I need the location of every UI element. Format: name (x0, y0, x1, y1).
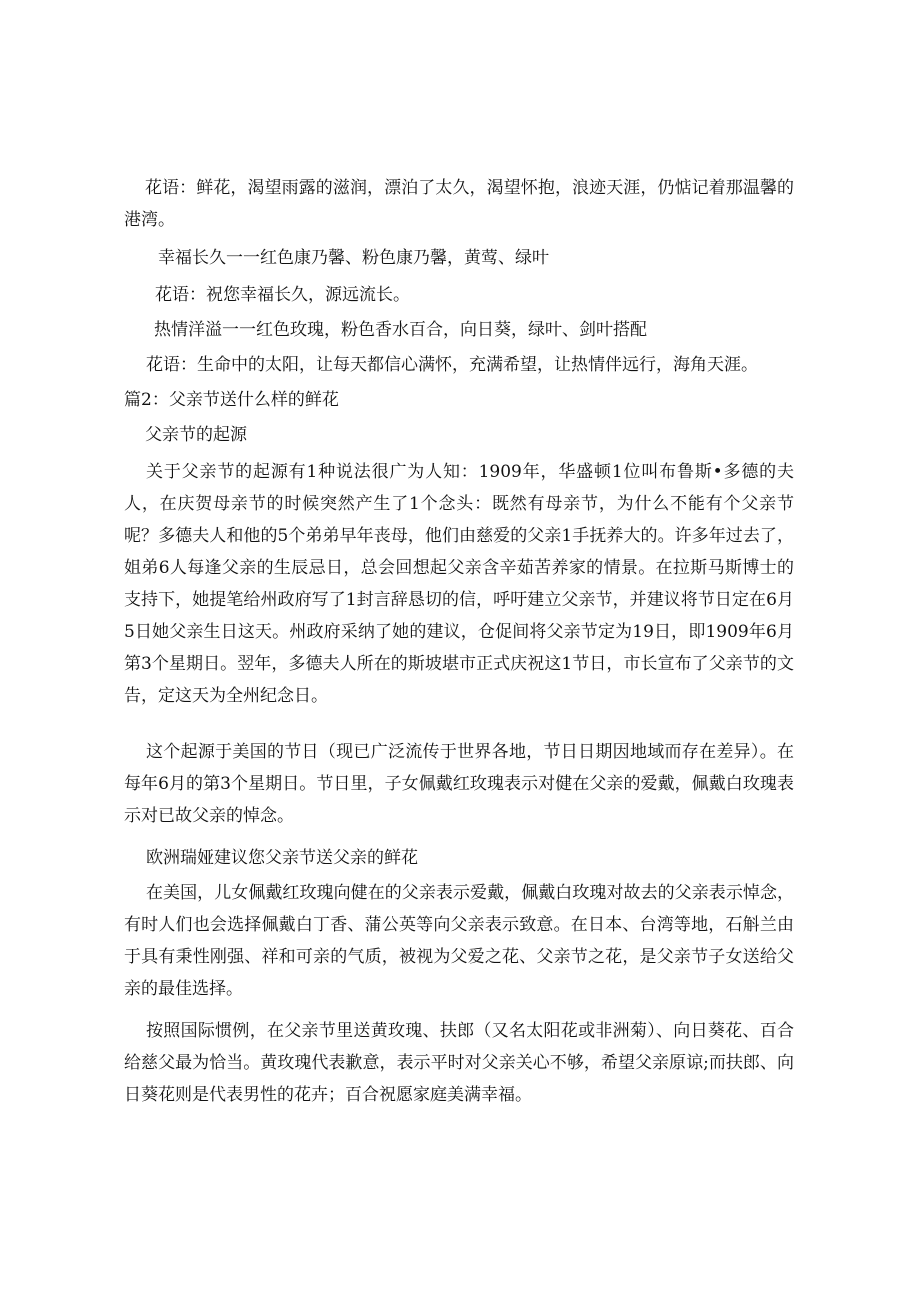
origin-paragraph: 关于父亲节的起源有1种说法很广为人知：1909年，华盛顿1位叫布鲁斯•多德的夫人，在庆贺母亲节的时候突然产生了1个念头：既然有母亲节，为什么不能有个父亲节呢？多德夫人和他的5个弟弟早年丧母，他们由慈爱的父亲1手抚养大的。许多年过去了，姐弟6人每逢父亲的生辰忌日，总会回想起父亲含辛茹苦养家的情景。在拉斯马斯博士的支持下，她提笔给州政府写了1封言辞恳切的信，呼吁建立父亲节，并建议将节日定在6月5日她父亲生日这天。州政府采纳了她的建议，仓促间将父亲节定为19日，即1909年6月第3个星期日。翌年，多德夫人所在的斯坡堪市正式庆祝这1节日，市长宣布了父亲节的文告，定这天为全州纪念日。 (124, 462, 794, 706)
flowers-recommendation-subtitle: 欧洲瑞娅建议您父亲节送父亲的鲜花 (146, 848, 418, 868)
happiness-bouquet-line: 幸福长久一一红色康乃馨、粉色康乃馨，黄莺、绿叶 (158, 248, 549, 268)
passion-bouquet-line: 热情洋溢一一红色玫瑰，粉色香水百合，向日葵，绿叶、剑叶搭配 (154, 320, 647, 340)
flower-language-paragraph-1: 花语：鲜花，渴望雨露的滋润，漂泊了太久，渴望怀抱，浪迹天涯，仍惦记着那温馨的港湾。 (124, 178, 794, 230)
usa-festival-paragraph: 这个起源于美国的节日（现已广泛流传于世界各地，节日日期因地域而存在差异）。在每年6月的第3个星期日。节日里，子女佩戴红玫瑰表示对健在父亲的爱戴，佩戴白玫瑰表示对已故父亲的悼念。 (124, 742, 794, 826)
flower-language-paragraph-2: 花语：祝您幸福长久，源远流长。 (155, 285, 410, 305)
international-custom-paragraph: 按照国际惯例，在父亲节里送黄玫瑰、扶郎（又名太阳花或非洲菊）、向日葵花、百合给慈父最为恰当。黄玫瑰代表歉意，表示平时对父亲关心不够，希望父亲原谅;而扶郎、向日葵花则是代表男性的花卉；百合祝愿家庭美满幸福。 (124, 1021, 794, 1105)
flowers-paragraph: 在美国，儿女佩戴红玫瑰向健在的父亲表示爱戴，佩戴白玫瑰对故去的父亲表示悼念，有时人们也会选择佩戴白丁香、蒲公英等向父亲表示致意。在日本、台湾等地，石斛兰由于具有秉性刚强、祥和可亲的气质，被视为父爱之花、父亲节之花，是父亲节子女送给父亲的最佳选择。 (124, 883, 794, 999)
flower-language-paragraph-3: 花语：生命中的太阳，让每天都信心满怀，充满希望，让热情伴远行，海角天涯。 (146, 355, 758, 375)
section-title: 篇2：父亲节送什么样的鲜花 (124, 390, 339, 410)
origin-subtitle: 父亲节的起源 (145, 425, 247, 445)
